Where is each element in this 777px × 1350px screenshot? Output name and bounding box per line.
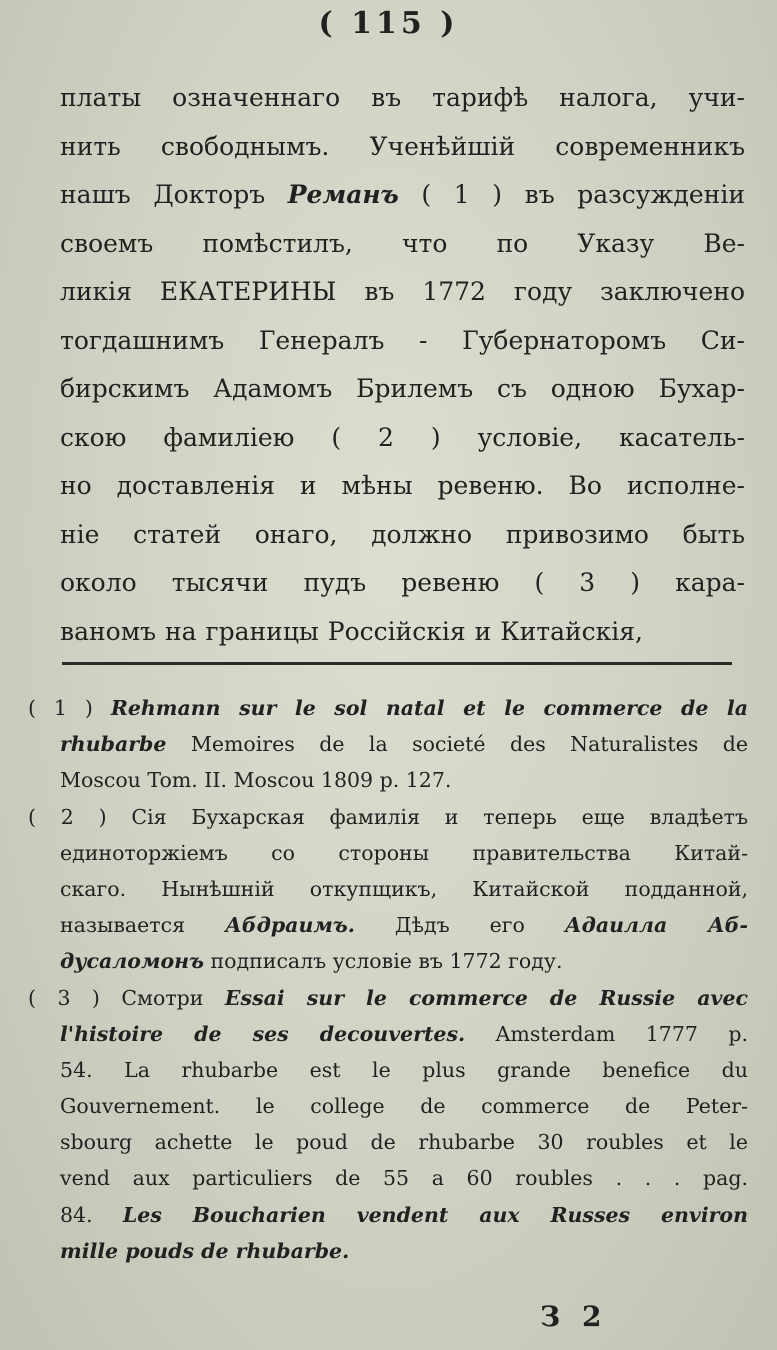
italic-text: Реманъ	[287, 180, 399, 209]
text-line: но доставленія и мѣны ревеню. Во исполне-	[60, 471, 745, 500]
footnote-line: l'histoire de ses decouvertes. Amsterdam 1777 p.	[60, 1021, 748, 1046]
italic-text: Абдраимъ.	[225, 913, 355, 938]
main-text	[60, 74, 745, 656]
text-line: нашъ Докторъ Реманъ ( 1 ) въ разсужденіи	[60, 180, 745, 209]
text-line: ликія ЕКАТЕРИНЫ въ 1772 году заключено	[60, 277, 745, 306]
footnote-line: 54. La rhubarbe est le plus grande benefice du	[60, 1057, 748, 1082]
footnote-line	[28, 1233, 748, 1269]
footnote-line: ( 2 ) Сія Бухарская фамилія и теперь еще владѣетъ	[28, 804, 748, 829]
footnote-line: 84. Les Boucharien vendent aux Russes environ	[60, 1202, 748, 1227]
footnote-line: Gouvernement. le college de commerce de Peter-	[60, 1094, 748, 1119]
footnote-line: ( 3 ) Смотри Essai sur le commerce de Russie avec	[28, 985, 748, 1010]
italic-text: Essai sur le commerce de Russie avec	[224, 985, 748, 1010]
text-line: платы означеннаго въ тарифѣ налога, учи-	[60, 83, 745, 112]
text-line: бирскимъ Адамомъ Брилемъ съ одною Бухар-	[60, 374, 745, 403]
text-line: около тысячи пудъ ревеню ( 3 ) кара-	[60, 568, 745, 597]
text-line: ніе статей онаго, должно привозимо быть	[60, 519, 745, 549]
italic-text: Адаилла Аб-	[564, 913, 748, 938]
text-line: тогдашнимъ Генералъ - Губернаторомъ Си-	[60, 325, 745, 355]
text-line: своемъ помѣстилъ, что по Указу Ве-	[60, 228, 745, 258]
italic-text: дусаломонъ	[60, 949, 204, 974]
text-line: нить свободнымъ. Ученѣйшій современникъ	[60, 131, 745, 161]
italic-text: Les Boucharien vendent aux Russes environ	[122, 1202, 748, 1227]
footnote-line: дусаломонъ подписалъ условіе въ 1772 году.	[60, 949, 563, 974]
footnote-line: rhubarbe Memoires de la societé des Naturalistes de	[60, 732, 748, 757]
footnote-line: sbourg achette le poud de rhubarbe 30 roubles et le	[60, 1130, 748, 1155]
footnote-line: скаго. Нынѣшній откупщикъ, Китайской подданной,	[60, 876, 748, 901]
footnote-line: vend aux particuliers de 55 a 60 roubles . . . pag.	[60, 1166, 748, 1191]
footnotes	[28, 690, 748, 1269]
footnote-line: называется Абдраимъ. Дѣдъ его Адаилла Аб-	[60, 913, 748, 938]
italic-text: Rehmann sur le sol natal et le commerce de la	[110, 696, 748, 720]
text-line: ваномъ на границы Россійскія и Китайскія,	[60, 616, 643, 646]
footnote-divider	[62, 662, 732, 665]
page-number: ( 115 )	[318, 6, 459, 41]
text-line: скою фамиліею ( 2 ) условіе, касатель-	[60, 422, 745, 452]
footnote-line: единоторжіемъ со стороны правительства Китай-	[60, 840, 748, 865]
italic-text: l'histoire de ses decouvertes.	[60, 1021, 466, 1046]
signature-mark: З 2	[540, 1300, 608, 1333]
footnote-line: ( 1 ) Rehmann sur le sol natal et le commerce de la	[28, 696, 748, 720]
footnote-line: Moscou Tom. II. Moscou 1809 p. 127.	[60, 768, 452, 793]
italic-text: mille pouds de rhubarbe.	[60, 1238, 350, 1263]
italic-text: rhubarbe	[60, 732, 167, 757]
